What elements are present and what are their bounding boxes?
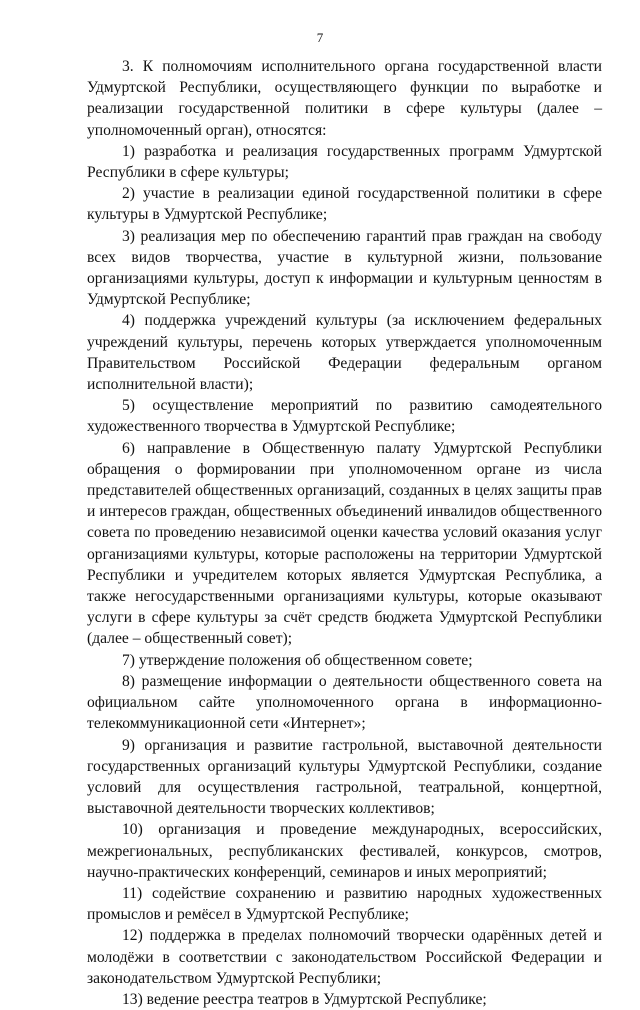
document-body — [87, 56, 602, 1010]
paragraph-item-6: 6) направление в Общественную палату Удмуртской Республики обращения о формировании при уполномоченном органе из числа представителей общественных организаций, созданных в целях защиты прав и интересов граждан, общественных объединений инвалидов общественного совета по проведению независимой оценки качества условий оказания услуг организациями культуры, которые расположены на территории Удмуртской Республики и учредителем которых является Удмуртская Республика, а также негосударственными организациями культуры, которые оказывают услуги в сфере культуры за счёт средств бюджета Удмуртской Республики (далее – общественный совет); — [87, 439, 602, 648]
paragraph-item-7: 7) утверждение положения об общественном совете; — [122, 651, 473, 669]
paragraph-item-2: 2) участие в реализации единой государственной политики в сфере культуры в Удмуртской Республике; — [87, 185, 602, 224]
paragraph-item-12: 12) поддержка в пределах полномочий творчески одарённых детей и молодёжи в соответствии с законодательством Российской Федерации и законодательством Удмуртской Республики; — [87, 927, 602, 987]
paragraph-item-13: 13) ведение реестра театров в Удмуртской Республике; — [122, 990, 487, 1008]
page-number: 7 — [316, 30, 324, 45]
paragraph-item-8: 8) размещение информации о деятельности общественного совета на официальном сайте уполномоченного органа в информационно-телекоммуникационной сети «Интернет»; — [87, 672, 602, 733]
paragraph-item-9: 9) организация и развитие гастрольной, выставочной деятельности государственных организаций культуры Удмуртской Республики, создание условий для осуществления гастрольной, театральной, концертной, выставочной деятельности творческих коллективов; — [87, 736, 602, 818]
paragraph-item-10: 10) организация и проведение международных, всероссийских, межрегиональных, республиканских фестивалей, конкурсов, смотров, научно-практических конференций, семинаров и иных мероприятий; — [87, 821, 602, 881]
paragraph-item-5: 5) осуществление мероприятий по развитию самодеятельного художественного творчества в Удмуртской Республике; — [87, 397, 602, 436]
paragraph-item-3: 3) реализация мер по обеспечению гарантий прав граждан на свободу всех видов творчества, участие в культурной жизни, пользование организациями культуры, доступ к информации и культурным ценностям в Удмуртской Республике; — [87, 227, 602, 309]
paragraph-item-4: 4) поддержка учреждений культуры (за исключением федеральных учреждений культуры, перечень которых утверждается уполномоченным Правительством Российской Федерации федеральным органом исполнительной власти); — [87, 312, 602, 394]
paragraph-intro: 3. К полномочиям исполнительного органа государственной власти Удмуртской Республики, осуществляющего функции по выработке и реализации государственной политики в сфере культуры (далее – уполномоченный орган), относятся: — [87, 58, 602, 139]
paragraph-item-11: 11) содействие сохранению и развитию народных художественных промыслов и ремёсел в Удмуртской Республике; — [87, 884, 602, 924]
paragraph-item-1: 1) разработка и реализация государственных программ Удмуртской Республики в сфере культуры; — [87, 142, 602, 182]
